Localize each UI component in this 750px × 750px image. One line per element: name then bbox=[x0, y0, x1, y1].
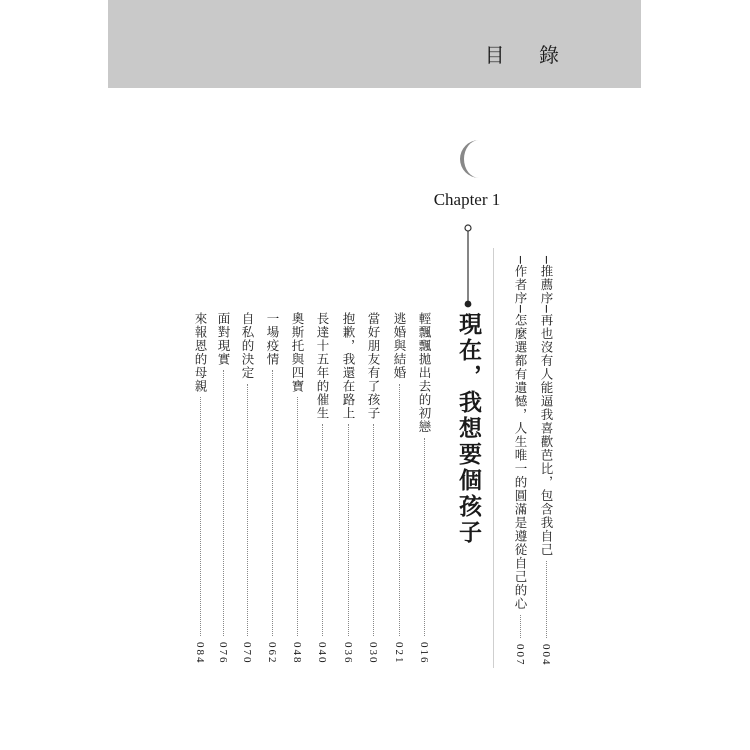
toc-entry[interactable] bbox=[416, 312, 432, 664]
toc-page-number: 030 bbox=[367, 641, 379, 664]
toc-entry-title: 一場疫情 bbox=[265, 312, 280, 366]
toc-leader bbox=[272, 370, 273, 636]
toc-page-number: 036 bbox=[342, 641, 354, 664]
chapter-label: Chapter 1 bbox=[433, 190, 501, 209]
toc-entry[interactable] bbox=[538, 256, 554, 666]
toc-page-number: 076 bbox=[217, 641, 229, 664]
toc-leader bbox=[373, 424, 374, 636]
toc-entry[interactable] bbox=[512, 256, 528, 666]
toc-page-number: 007 bbox=[514, 643, 526, 666]
chapter-title: 現在，我想要個孩子 bbox=[455, 312, 482, 546]
toc-page-number: 070 bbox=[241, 641, 253, 664]
toc-entry-title: 奧斯托與四寶 bbox=[290, 312, 305, 393]
toc-entry[interactable] bbox=[192, 312, 208, 664]
toc-entry-title: 輕飄飄拋出去的初戀 bbox=[417, 312, 432, 434]
toc-page-number: 062 bbox=[266, 641, 278, 664]
toc-leader bbox=[520, 615, 521, 638]
toc-page-number: 004 bbox=[540, 643, 552, 666]
toc-leader bbox=[297, 397, 298, 636]
toc-leader bbox=[200, 397, 201, 636]
toc-page-number: 048 bbox=[291, 641, 303, 664]
toc-page-number: 016 bbox=[418, 641, 430, 664]
toc-entry[interactable] bbox=[340, 312, 356, 664]
toc-entry[interactable] bbox=[391, 312, 407, 664]
section-divider bbox=[493, 248, 494, 668]
toc-entry[interactable] bbox=[239, 312, 255, 664]
toc-entry-title: 來報恩的母親 bbox=[193, 312, 208, 393]
toc-leader bbox=[348, 424, 349, 636]
toc-entry-title: 面對現實 bbox=[216, 312, 231, 366]
toc-leader bbox=[399, 384, 400, 636]
toc-leader bbox=[546, 561, 547, 638]
toc-entry-title: 抱歉，我還在路上 bbox=[341, 312, 356, 420]
toc-title: 目 錄 bbox=[484, 43, 573, 67]
toc-page-number: 040 bbox=[316, 641, 328, 664]
toc-leader bbox=[424, 438, 425, 636]
toc-entry-title: 自私的決定 bbox=[240, 312, 255, 380]
toc-entry-title: 長達十五年的催生 bbox=[315, 312, 330, 420]
toc-leader bbox=[223, 370, 224, 636]
crescent-moon-icon bbox=[455, 138, 493, 180]
toc-leader bbox=[247, 384, 248, 636]
toc-entry-title: ─作者序─怎麼選都有遺憾，人生唯一的圓滿是遵從自己的心 bbox=[513, 256, 528, 611]
toc-entry[interactable] bbox=[215, 312, 231, 664]
toc-entry[interactable] bbox=[264, 312, 280, 664]
toc-entry-title: ─推薦序─再也沒有人能逼我喜歡芭比，包含我自己 bbox=[539, 256, 554, 557]
toc-entry-title: 逃婚與結婚 bbox=[392, 312, 407, 380]
toc-page-number: 021 bbox=[393, 641, 405, 664]
toc-entry[interactable] bbox=[289, 312, 305, 664]
toc-entry[interactable] bbox=[314, 312, 330, 664]
toc-entry-title: 當好朋友有了孩子 bbox=[366, 312, 381, 420]
toc-entry[interactable] bbox=[365, 312, 381, 664]
chapter-connector bbox=[461, 222, 475, 310]
header-band bbox=[108, 0, 641, 88]
toc-page-number: 084 bbox=[194, 641, 206, 664]
toc-leader bbox=[322, 424, 323, 636]
